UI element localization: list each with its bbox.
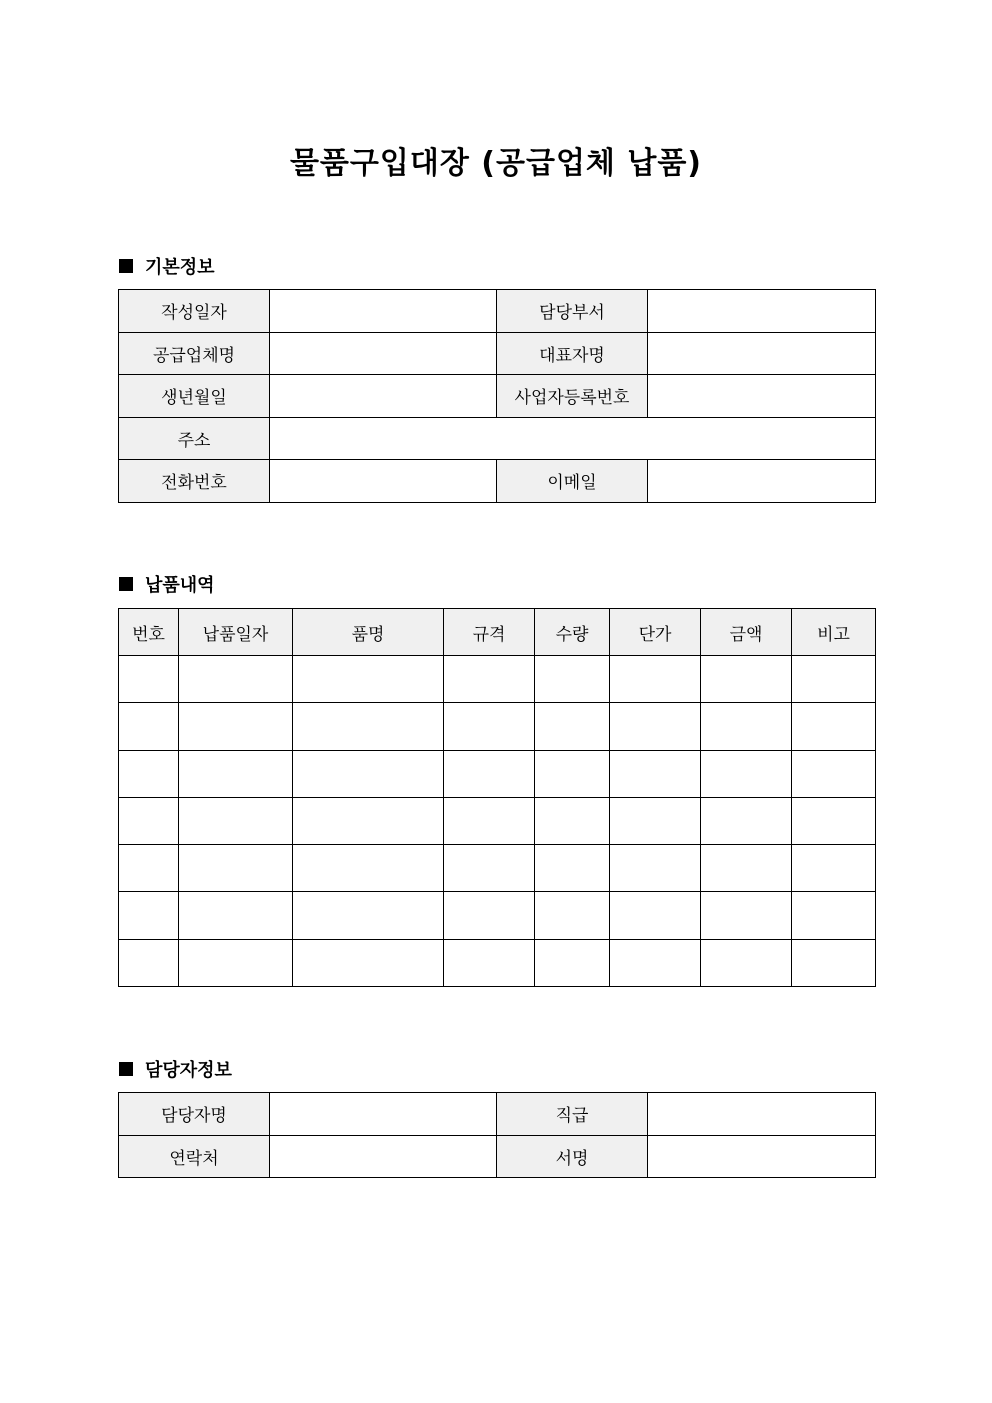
delivery-date-cell[interactable] [179,845,293,892]
delivery-date-cell[interactable] [179,797,293,844]
table-row [119,417,876,460]
spec-cell[interactable] [444,703,535,750]
email-field[interactable] [648,460,876,503]
table-row [119,1135,876,1178]
basic-info-table [118,289,876,503]
unit-price-cell[interactable] [610,939,701,986]
label-date: 작성일자 [119,290,270,333]
department-field[interactable] [648,290,876,333]
spec-cell[interactable] [444,845,535,892]
manager-name-field[interactable] [270,1093,497,1136]
number-cell[interactable] [119,845,179,892]
signature-field[interactable] [648,1135,876,1178]
unit-price-cell[interactable] [610,845,701,892]
phone-field[interactable] [270,460,497,503]
square-bullet-icon [119,577,133,591]
table-row [119,656,876,703]
column-header-item-name: 품명 [293,609,444,656]
delivery-table [118,608,876,987]
table-row [119,750,876,797]
quantity-cell[interactable] [535,892,610,939]
square-bullet-icon [119,1062,133,1076]
quantity-cell[interactable] [535,797,610,844]
section-heading-delivery [119,571,215,597]
amount-cell[interactable] [701,939,792,986]
business-no-field[interactable] [648,375,876,418]
number-cell[interactable] [119,797,179,844]
amount-cell[interactable] [701,656,792,703]
number-cell[interactable] [119,892,179,939]
section-heading-manager [119,1056,232,1082]
table-row [119,290,876,333]
number-cell[interactable] [119,703,179,750]
supplier-field[interactable] [270,332,497,375]
quantity-cell[interactable] [535,939,610,986]
remarks-cell[interactable] [792,797,876,844]
remarks-cell[interactable] [792,750,876,797]
number-cell[interactable] [119,656,179,703]
remarks-cell[interactable] [792,656,876,703]
item-name-cell[interactable] [293,750,444,797]
quantity-cell[interactable] [535,656,610,703]
unit-price-cell[interactable] [610,892,701,939]
unit-price-cell[interactable] [610,750,701,797]
section-heading-label: 납품내역 [145,575,215,596]
remarks-cell[interactable] [792,703,876,750]
date-field[interactable] [270,290,497,333]
spec-cell[interactable] [444,892,535,939]
column-header-spec: 규격 [444,609,535,656]
amount-cell[interactable] [701,703,792,750]
contact-field[interactable] [270,1135,497,1178]
section-heading-label: 기본정보 [145,257,215,278]
spec-cell[interactable] [444,939,535,986]
column-header-number: 번호 [119,609,179,656]
table-row [119,703,876,750]
label-representative: 대표자명 [497,332,648,375]
table-row [119,460,876,503]
label-business-no: 사업자등록번호 [497,375,648,418]
remarks-cell[interactable] [792,845,876,892]
unit-price-cell[interactable] [610,703,701,750]
section-heading-basic-info [119,253,215,279]
label-phone: 전화번호 [119,460,270,503]
unit-price-cell[interactable] [610,797,701,844]
quantity-cell[interactable] [535,750,610,797]
delivery-date-cell[interactable] [179,750,293,797]
spec-cell[interactable] [444,656,535,703]
table-row [119,375,876,418]
address-field[interactable] [270,417,876,460]
item-name-cell[interactable] [293,845,444,892]
table-row [119,1093,876,1136]
remarks-cell[interactable] [792,892,876,939]
table-row [119,332,876,375]
spec-cell[interactable] [444,750,535,797]
item-name-cell[interactable] [293,656,444,703]
birthdate-field[interactable] [270,375,497,418]
item-name-cell[interactable] [293,797,444,844]
item-name-cell[interactable] [293,703,444,750]
label-supplier: 공급업체명 [119,332,270,375]
amount-cell[interactable] [701,750,792,797]
label-position: 직급 [497,1093,648,1136]
label-email: 이메일 [497,460,648,503]
delivery-date-cell[interactable] [179,703,293,750]
section-heading-label: 담당자정보 [145,1060,232,1081]
label-contact: 연락처 [119,1135,270,1178]
table-row [119,797,876,844]
number-cell[interactable] [119,939,179,986]
unit-price-cell[interactable] [610,656,701,703]
delivery-date-cell[interactable] [179,939,293,986]
column-header-remarks: 비고 [792,609,876,656]
label-department: 담당부서 [497,290,648,333]
label-manager-name: 담당자명 [119,1093,270,1136]
remarks-cell[interactable] [792,939,876,986]
table-row [119,845,876,892]
amount-cell[interactable] [701,892,792,939]
quantity-cell[interactable] [535,703,610,750]
quantity-cell[interactable] [535,845,610,892]
delivery-date-cell[interactable] [179,656,293,703]
table-header-row [119,609,876,656]
manager-info-table [118,1092,876,1178]
column-header-delivery-date: 납품일자 [179,609,293,656]
amount-cell[interactable] [701,845,792,892]
table-row [119,892,876,939]
column-header-quantity: 수량 [535,609,610,656]
column-header-amount: 금액 [701,609,792,656]
column-header-unit-price: 단가 [610,609,701,656]
label-birthdate: 생년월일 [119,375,270,418]
spec-cell[interactable] [444,797,535,844]
item-name-cell[interactable] [293,939,444,986]
position-field[interactable] [648,1093,876,1136]
page-title: 물품구입대장 (공급업체 납품) [289,146,703,181]
label-signature: 서명 [497,1135,648,1178]
table-row [119,939,876,986]
label-address: 주소 [119,417,270,460]
amount-cell[interactable] [701,797,792,844]
square-bullet-icon [119,259,133,273]
number-cell[interactable] [119,750,179,797]
delivery-table-body [119,656,876,987]
delivery-date-cell[interactable] [179,892,293,939]
item-name-cell[interactable] [293,892,444,939]
representative-field[interactable] [648,332,876,375]
